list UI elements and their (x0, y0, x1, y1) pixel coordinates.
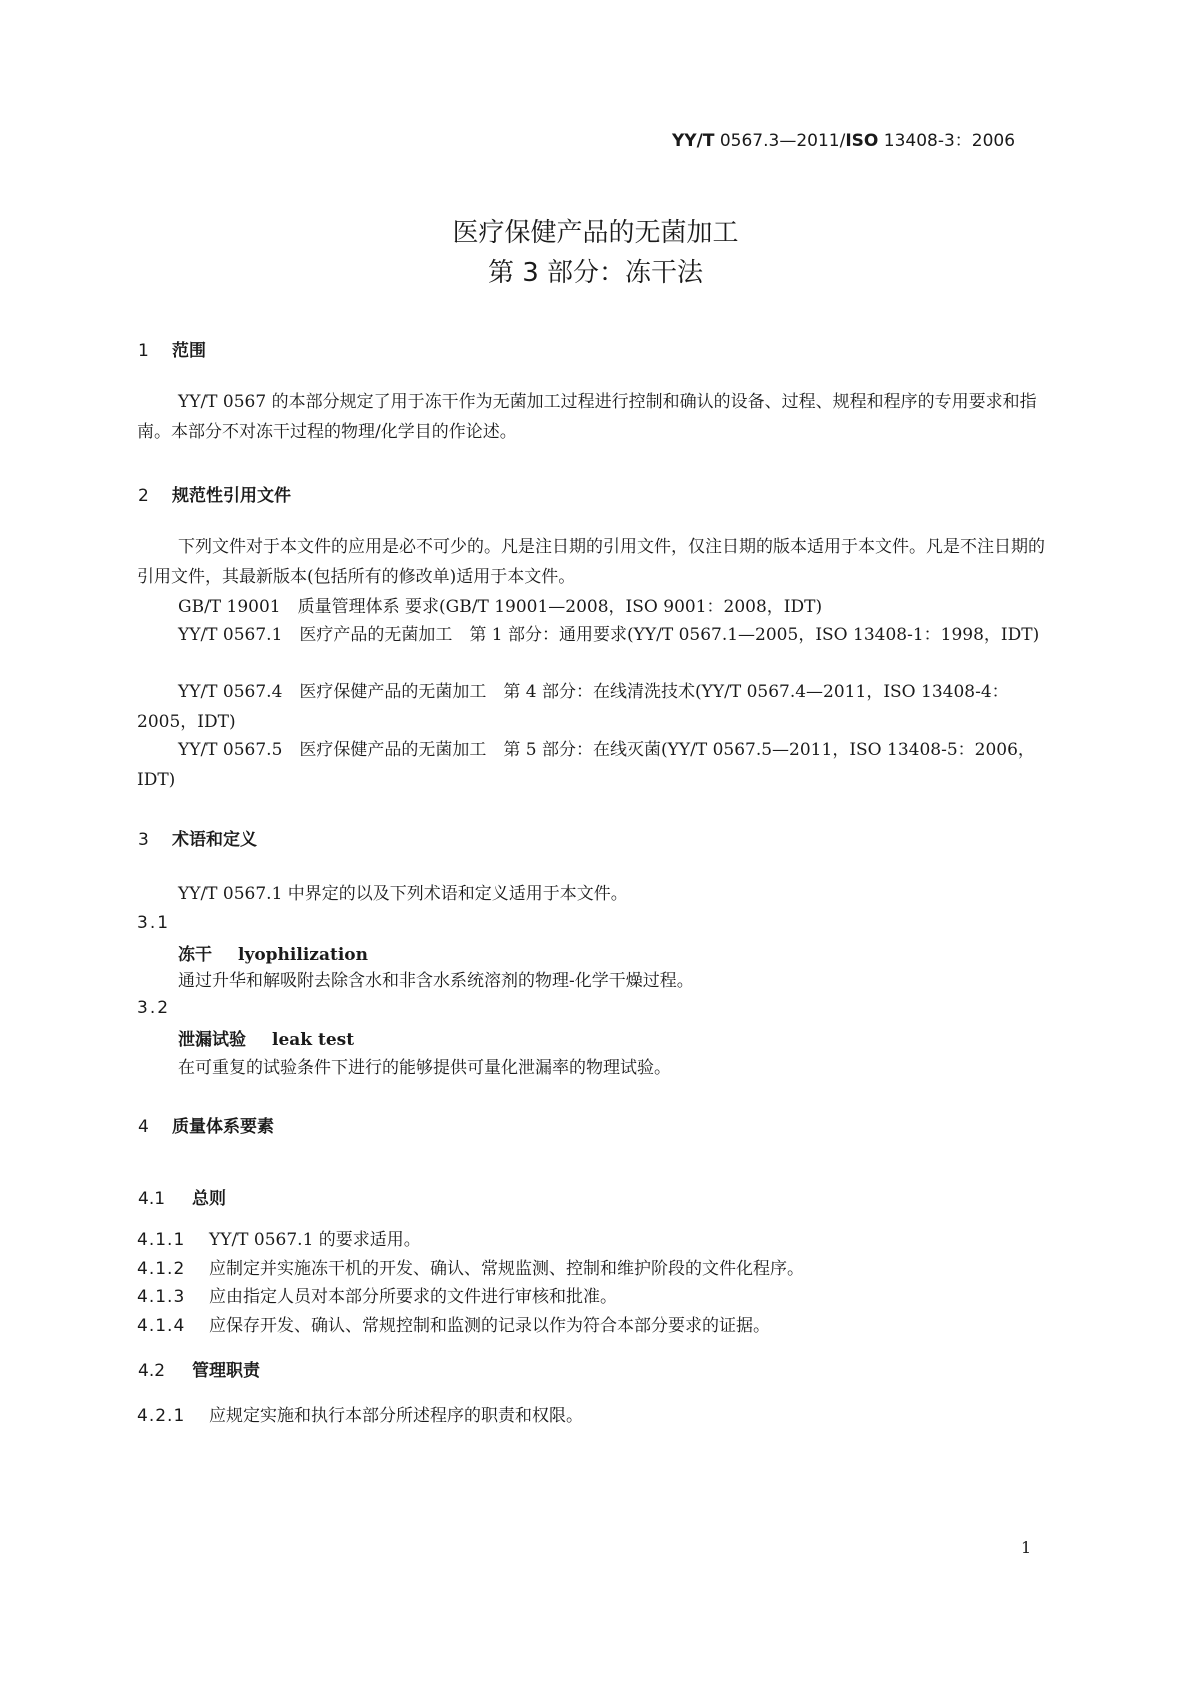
clause-text: 应制定并实施冻干机的开发、确认、常规监测、控制和维护阶段的文件化程序。 (209, 1259, 804, 1279)
terms-intro: YY/T 0567.1 中界定的以及下列术语和定义适用于本文件。 (178, 884, 628, 904)
code-part-1: 0567.3—2011/ (714, 131, 846, 151)
scope-paragraph: YY/T 0567 的本部分规定了用于冻干作为无菌加工过程进行控制和确认的设备、过程、规程和程序的专用要求和指南。本部分不对冻干过程的物理/化学目的作论述。 (137, 392, 1037, 442)
term-english: leak test (272, 1030, 355, 1050)
clause-text: 应保存开发、确认、常规控制和监测的记录以作为符合本部分要求的证据。 (209, 1316, 770, 1336)
clause-text: 应规定实施和执行本部分所述程序的职责和权限。 (209, 1406, 583, 1426)
section-title: 术语和定义 (172, 830, 257, 850)
term-number: 3.1 (137, 913, 171, 933)
section-number: 2 (138, 486, 149, 506)
reference-item: GB/T 19001 质量管理体系 要求(GB/T 19001—2008，ISO 9001：2008，IDT) (178, 597, 823, 617)
code-iso: ISO (845, 131, 879, 151)
section-2-heading (138, 481, 291, 506)
reference-item: YY/T 0567.5 医疗保健产品的无菌加工 第 5 部分：在线灭菌(YY/T 0567.5—2011，ISO 13408-5：2006，IDT) (137, 740, 1035, 790)
clause-4-1-1 (137, 1225, 421, 1250)
code-prefix: YY/T (672, 131, 715, 151)
clause-number: 4.2.1 (137, 1406, 186, 1426)
clause-number: 4.1.2 (137, 1259, 186, 1279)
section-number: 4 (138, 1117, 149, 1137)
page-number: 1 (1021, 1538, 1032, 1557)
clause-4-1-3 (137, 1282, 617, 1307)
references-intro: 下列文件对于本文件的应用是必不可少的。凡是注日期的引用文件，仅注日期的版本适用于本文件。凡是不注日期的引用文件，其最新版本(包括所有的修改单)适用于本文件。 (137, 537, 1045, 587)
term-heading (178, 1025, 354, 1050)
subsection-4-2-heading (138, 1356, 260, 1381)
clause-4-1-4 (137, 1311, 770, 1336)
section-title: 质量体系要素 (172, 1117, 274, 1137)
document-title: 医疗保健产品的无菌加工 (452, 218, 739, 248)
clause-number: 4.1.1 (137, 1230, 186, 1250)
subsection-title: 总则 (192, 1189, 226, 1209)
reference-item: YY/T 0567.1 医疗产品的无菌加工 第 1 部分：通用要求(YY/T 0567.1—2005，ISO 13408-1：1998，IDT) (178, 625, 1040, 645)
term-chinese: 冻干 (178, 945, 212, 965)
term-chinese: 泄漏试验 (178, 1030, 246, 1050)
term-number: 3.2 (137, 998, 171, 1018)
section-number: 3 (138, 830, 149, 850)
term-definition: 在可重复的试验条件下进行的能够提供可量化泄漏率的物理试验。 (178, 1058, 671, 1078)
clause-text: YY/T 0567.1 的要求适用。 (209, 1230, 421, 1250)
subsection-4-1-heading (138, 1184, 226, 1209)
section-1-heading (138, 336, 206, 361)
section-4-heading (138, 1112, 274, 1137)
section-number: 1 (138, 341, 149, 361)
clause-number: 4.1.3 (137, 1287, 186, 1307)
clause-4-1-2 (137, 1254, 804, 1279)
section-title: 范围 (172, 341, 206, 361)
document-subtitle: 第 3 部分：冻干法 (487, 258, 704, 288)
subsection-title: 管理职责 (192, 1361, 260, 1381)
reference-item: YY/T 0567.4 医疗保健产品的无菌加工 第 4 部分：在线清洗技术(YY/T 0567.4—2011，ISO 13408-4：2005，IDT) (137, 682, 1009, 732)
term-heading (178, 940, 368, 965)
subsection-number: 4.2 (138, 1361, 166, 1381)
section-3-heading (138, 825, 257, 850)
term-english: lyophilization (238, 945, 368, 965)
code-part-2: 13408-3：2006 (878, 131, 1016, 151)
clause-text: 应由指定人员对本部分所要求的文件进行审核和批准。 (209, 1287, 617, 1307)
section-title: 规范性引用文件 (172, 486, 291, 506)
subsection-number: 4.1 (138, 1189, 166, 1209)
standard-code-header (672, 126, 1015, 151)
clause-number: 4.1.4 (137, 1316, 186, 1336)
term-definition: 通过升华和解吸附去除含水和非含水系统溶剂的物理-化学干燥过程。 (178, 971, 694, 991)
clause-4-2-1 (137, 1401, 583, 1426)
